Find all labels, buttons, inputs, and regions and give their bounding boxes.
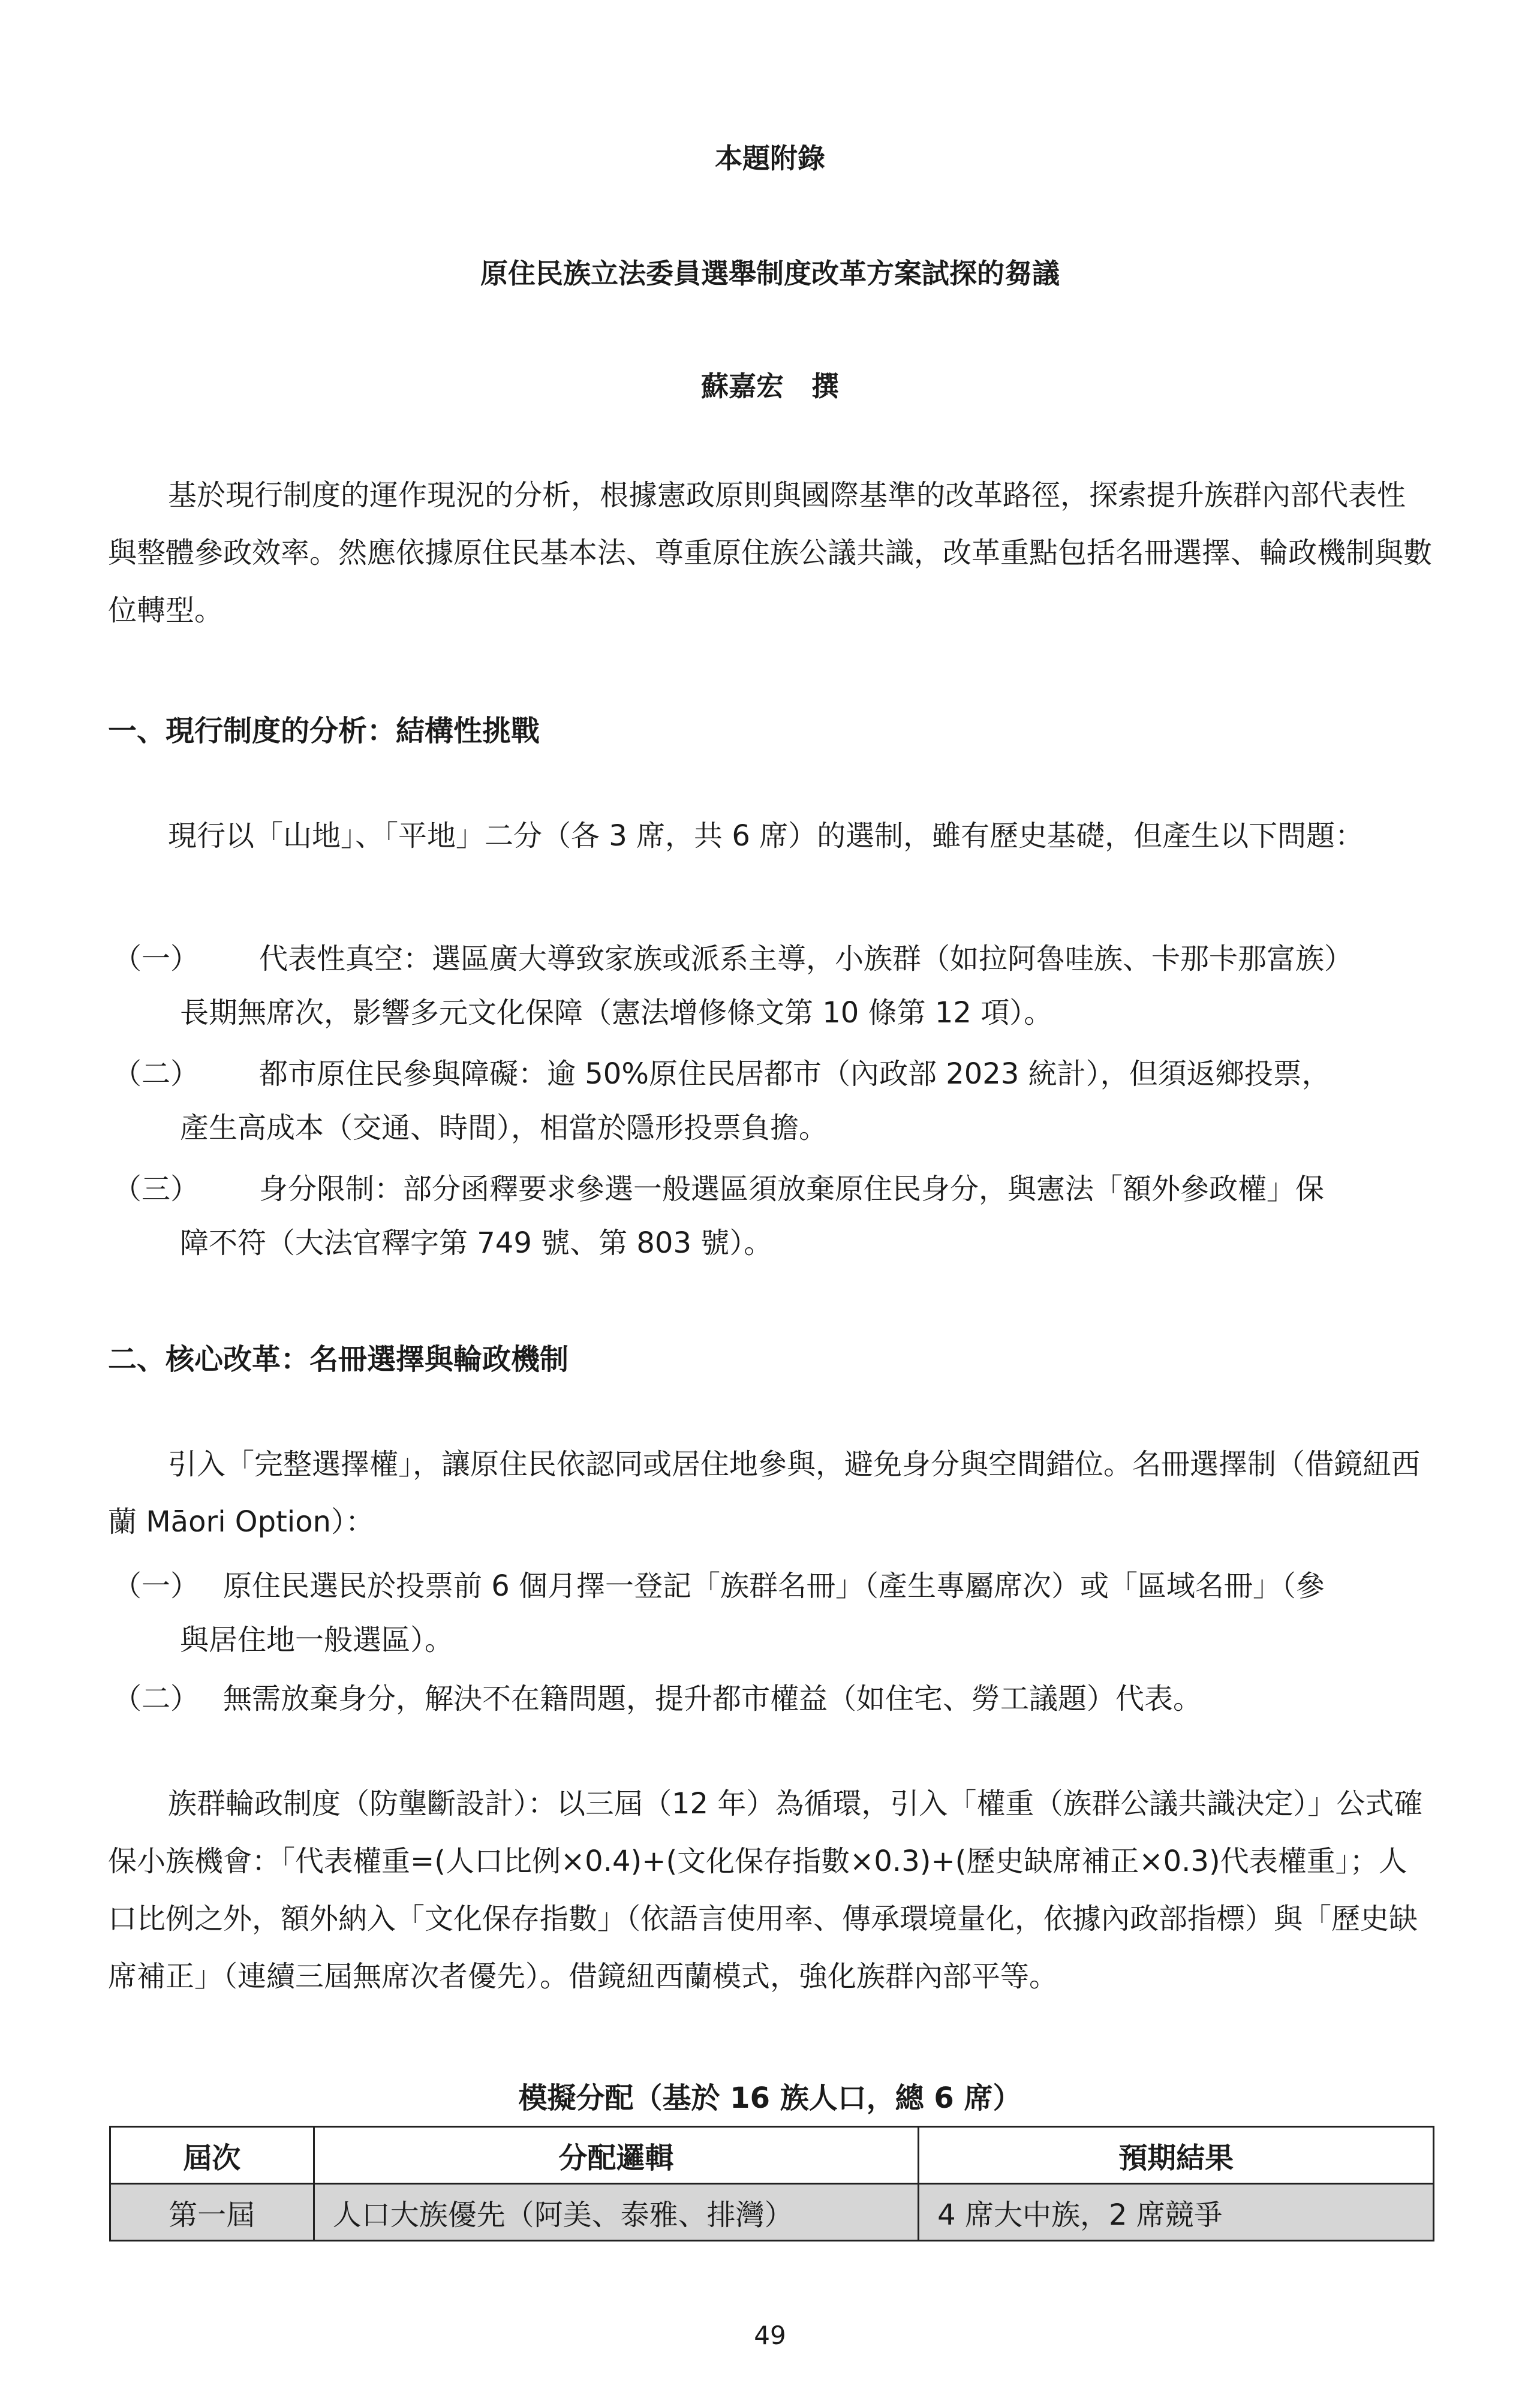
- cell-result: 4 席大中族，2 席競爭: [919, 2184, 1434, 2241]
- s1-item1-line2: 長期無席次，影響多元文化保障（憲法增修條文第 10 條第 12 項）。: [180, 996, 1053, 1030]
- allocation-table: [109, 2126, 1434, 2241]
- section1-heading: 一、現行制度的分析：結構性挑戰: [108, 714, 540, 748]
- s1-item2-num: （二）: [113, 1057, 200, 1091]
- s2-item2-num: （二）: [113, 1682, 200, 1716]
- s1-item2-line2: 產生高成本（交通、時間），相當於隱形投票負擔。: [180, 1111, 828, 1145]
- cell-logic: 人口大族優先（阿美、泰雅、排灣）: [314, 2184, 919, 2241]
- section1-lead: 現行以「山地」、「平地」二分（各 3 席，共 6 席）的選制，雖有歷史基礎，但產生以下問題：: [168, 819, 1364, 853]
- s2-item1-num: （一）: [113, 1569, 200, 1603]
- author: 蘇嘉宏 撰: [701, 370, 839, 402]
- s2-item1-line1: 原住民選民於投票前 6 個月擇一登記「族群名冊」（產生專屬席次）或「區域名冊」（參: [223, 1569, 1325, 1603]
- s1-item3-line2: 障不符（大法官釋字第 749 號、第 803 號）。: [180, 1226, 773, 1260]
- section2-heading: 二、核心改革：名冊選擇與輪政機制: [108, 1343, 569, 1376]
- appendix-title: 本題附錄: [715, 142, 825, 174]
- s1-item1-line1: 代表性真空：選區廣大導致家族或派系主導，小族群（如拉阿魯哇族、卡那卡那富族）: [259, 942, 1353, 976]
- rotation-paragraph: 族群輪政制度（防壟斷設計）：以三屆（12 年）為循環，引入「權重（族群公議共識決定）」公式確保小族機會：「代表權重=(人口比例×0.4)+(文化保存指數×0.3)+(歷史缺席補正×0.3)代表權重」；人口比例之外，額外納入「文化保存指數」（依語言使用率、傳承環境量化，依據內政部指標）與「歷史缺席補正」（連續三屆無席次者優先）。借鏡紐西蘭模式，強化族群內部平等。: [108, 1787, 1423, 1993]
- s2-item1-line2: 與居住地一般選區）。: [180, 1623, 454, 1657]
- page-number: 49: [754, 2321, 786, 2350]
- header-result: 預期結果: [919, 2127, 1434, 2184]
- s1-item2-line1: 都市原住民參與障礙：逾 50%原住民居都市（內政部 2023 統計），但須返鄉投票，: [259, 1057, 1331, 1091]
- table-caption: 模擬分配（基於 16 族人口，總 6 席）: [518, 2081, 1022, 2115]
- table-row: [110, 2184, 1434, 2241]
- table-header-row: [110, 2127, 1434, 2184]
- s1-item1-num: （一）: [113, 942, 200, 976]
- s1-item3-num: （三）: [113, 1172, 200, 1206]
- header-term: 屆次: [110, 2127, 314, 2184]
- section2-lead: 引入「完整選擇權」，讓原住民依認同或居住地參與，避免身分與空間錯位。名冊選擇制（借鏡紐西蘭 Māori Option）：: [108, 1448, 1421, 1539]
- cell-term: 第一屆: [110, 2184, 314, 2241]
- s1-item3-line1: 身分限制：部分函釋要求參選一般選區須放棄原住民身分，與憲法「額外參政權」保: [259, 1172, 1325, 1206]
- intro-paragraph: 基於現行制度的運作現況的分析，根據憲政原則與國際基準的改革路徑，探索提升族群內部代表性與整體參政效率。然應依據原住民基本法、尊重原住族公議共識，改革重點包括名冊選擇、輪政機制與數位轉型。: [108, 479, 1433, 627]
- header-logic: 分配邏輯: [314, 2127, 919, 2184]
- article-title: 原住民族立法委員選舉制度改革方案試探的芻議: [480, 257, 1060, 290]
- s2-item2-line1: 無需放棄身分，解決不在籍問題，提升都市權益（如住宅、勞工議題）代表。: [223, 1682, 1202, 1716]
